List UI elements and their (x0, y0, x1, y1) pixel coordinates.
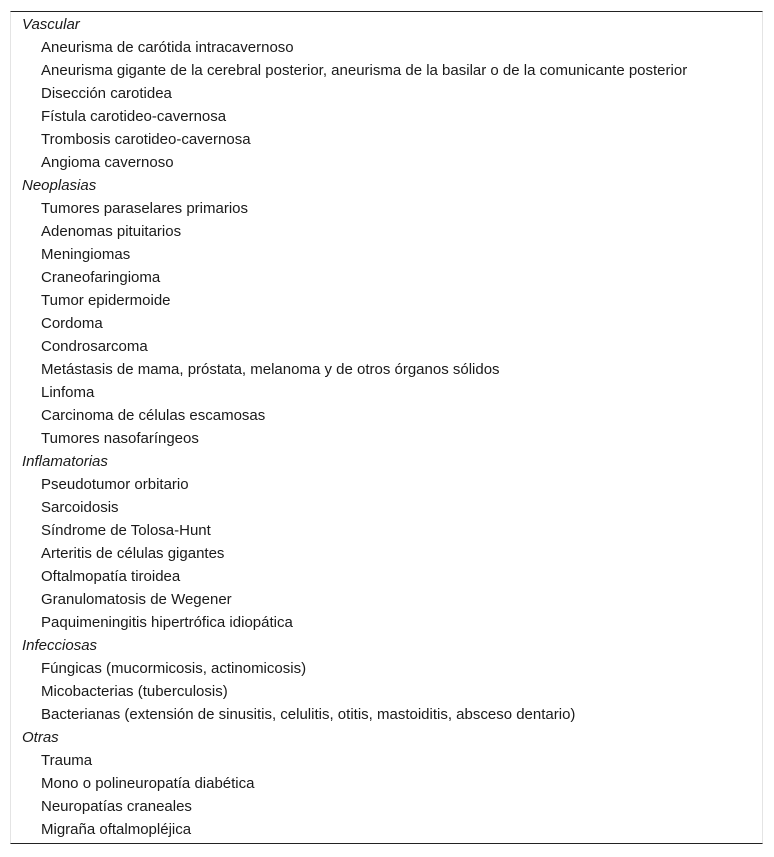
list-item: Neuropatías craneales (41, 798, 192, 815)
list-item: Pseudotumor orbitario (41, 476, 189, 493)
list-item: Metástasis de mama, próstata, melanoma y de otros órganos sólidos (41, 361, 500, 378)
list-item: Granulomatosis de Wegener (41, 591, 232, 608)
list-item: Migraña oftalmopléjica (41, 821, 192, 838)
list-item: Aneurisma de carótida intracavernoso (41, 39, 294, 56)
list-item: Cordoma (41, 315, 103, 332)
list-item: Tumores paraselares primarios (41, 200, 249, 217)
category-heading-otras: Otras (22, 729, 59, 746)
list-item: Sarcoidosis (41, 499, 119, 516)
category-heading-vascular: Vascular (22, 16, 80, 33)
list-item: Meningiomas (41, 246, 131, 263)
list-item: Aneurisma gigante de la cerebral posterior, aneurisma de la basilar o de la comunicante posterior (41, 62, 688, 79)
list-item: Craneofaringioma (41, 269, 161, 286)
list-item: Fúngicas (mucormicosis, actinomicosis) (41, 660, 307, 677)
list-item: Arteritis de células gigantes (41, 545, 225, 562)
list-item: Tumor epidermoide (41, 292, 171, 309)
list-item: Mono o polineuropatía diabética (41, 775, 255, 792)
category-heading-infecciosas: Infecciosas (22, 637, 98, 654)
list-item: Bacterianas (extensión de sinusitis, celulitis, otitis, mastoiditis, absceso dentario) (41, 706, 576, 723)
list-item: Disección carotidea (41, 85, 172, 102)
list-item: Oftalmopatía tiroidea (41, 568, 181, 585)
category-heading-inflamatorias: Inflamatorias (22, 453, 108, 470)
list-item: Trauma (41, 752, 93, 769)
list-item: Carcinoma de células escamosas (41, 407, 266, 424)
etiology-table (10, 11, 763, 844)
list-item: Linfoma (41, 384, 95, 401)
list-item: Adenomas pituitarios (41, 223, 182, 240)
category-heading-neoplasias: Neoplasias (22, 177, 97, 194)
list-item: Trombosis carotideo-cavernosa (41, 131, 251, 148)
list-item: Condrosarcoma (41, 338, 148, 355)
list-item: Fístula carotideo-cavernosa (41, 108, 227, 125)
list-item: Síndrome de Tolosa-Hunt (41, 522, 211, 539)
list-item: Tumores nasofaríngeos (41, 430, 199, 447)
list-item: Paquimeningitis hipertrófica idiopática (41, 614, 293, 631)
list-item: Micobacterias (tuberculosis) (41, 683, 228, 700)
list-item: Angioma cavernoso (41, 154, 174, 171)
